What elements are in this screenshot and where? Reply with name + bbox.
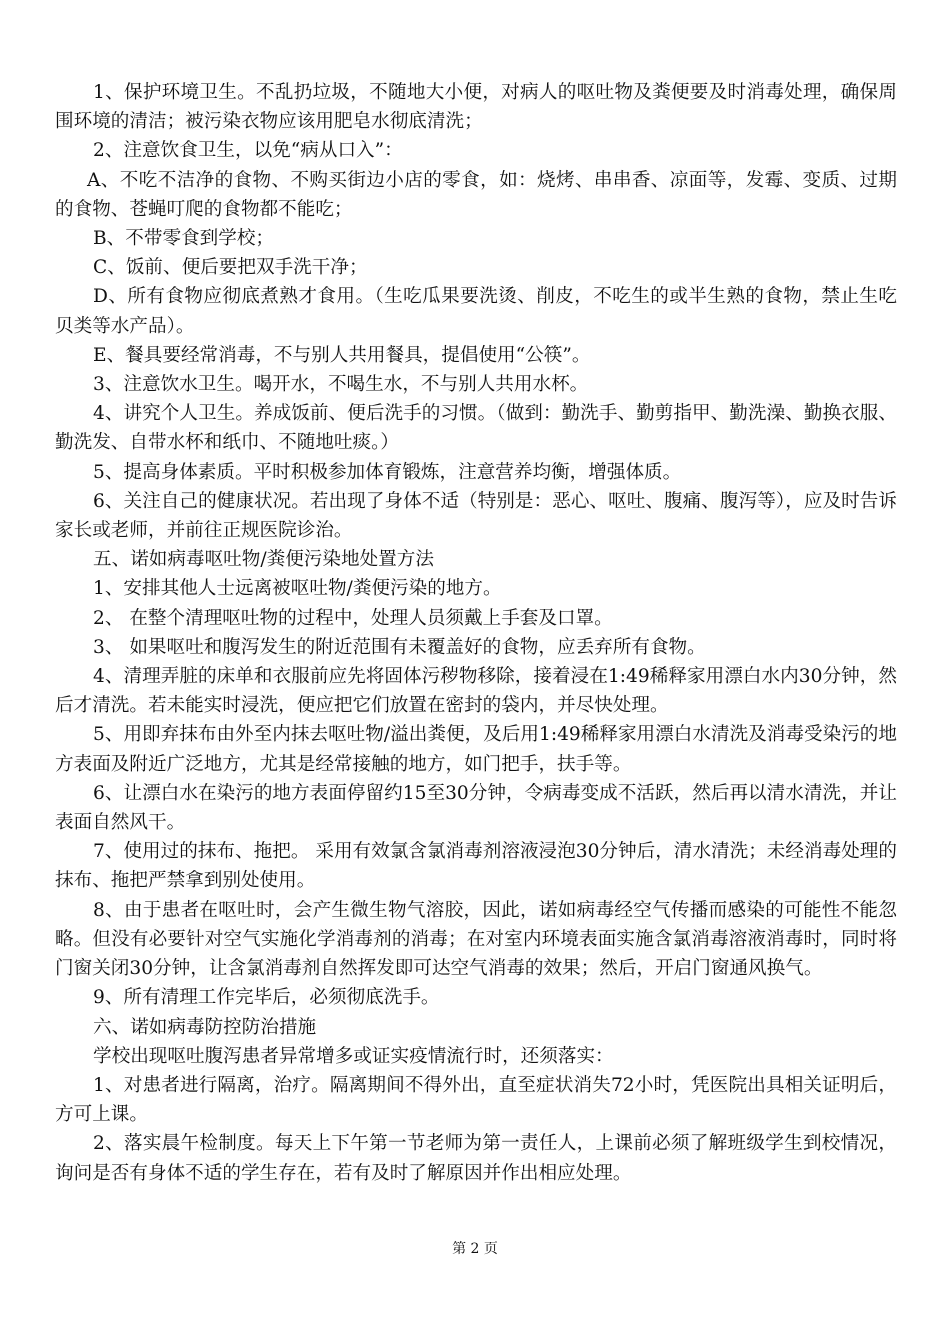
paragraph-20: 8、由于患者在呕吐时，会产生微生物气溶胶，因此，诺如病毒经空气传播而感染的可能性不能忽略。但没有必要针对空气实施化学消毒剂的消毒；在对室内环境表面实施含氯消毒溶液消毒时，同时将门窗关闭30分钟，让含氯消毒剂自然挥发即可达空气消毒的效果；然后，开启门窗通风换气。 — [55, 899, 897, 980]
paragraph-15: 3、 如果呕吐和腹泻发生的附近范围有未覆盖好的食物，应丢弃所有食物。 — [93, 636, 706, 658]
document-body — [55, 78, 897, 1188]
paragraph-9: 4、讲究个人卫生。养成饭前、便后洗手的习惯。（做到：勤洗手、勤剪指甲、勤洗澡、勤换衣服、勤洗发、自带水杯和纸巾、不随地吐痰。） — [55, 403, 897, 454]
paragraph-19: 7、使用过的抹布、拖把。 采用有效氯含氯消毒剂溶液浸泡30分钟后，清水清洗；未经消毒处理的抹布、拖把严禁拿到别处使用。 — [55, 841, 897, 892]
paragraph-18: 6、让漂白水在染污的地方表面停留约15至30分钟，令病毒变成不活跃，然后再以清水清洗，并让表面自然风干。 — [55, 782, 897, 834]
paragraph-21: 9、所有清理工作完毕后，必须彻底洗手。 — [93, 987, 440, 1009]
paragraph-2: 2、注意饮食卫生，以免“病从口入”： — [93, 140, 403, 162]
paragraph-7: E、餐具要经常消毒，不与别人共用餐具，提倡使用“公筷”。 — [93, 344, 591, 366]
paragraph-6: D、所有食物应彻底煮熟才食用。（生吃瓜果要洗烫、削皮，不吃生的或半生熟的食物，禁止生吃贝类等水产品）。 — [55, 286, 897, 337]
paragraph-24: 1、对患者进行隔离，治疗。隔离期间不得外出，直至症状消失72小时，凭医院出具相关证明后，方可上课。 — [55, 1074, 897, 1126]
paragraph-8: 3、注意饮水卫生。喝开水，不喝生水，不与别人共用水杯。 — [93, 374, 589, 396]
section-heading-5: 五、诺如病毒呕吐物/粪便污染地处置方法 — [93, 549, 434, 571]
paragraph-10: 5、提高身体素质。平时积极参加体育锻炼，注意营养均衡，增强体质。 — [93, 461, 682, 483]
paragraph-5: C、饭前、便后要把双手洗干净； — [93, 257, 368, 279]
paragraph-13: 1、安排其他人士远离被呕吐物/粪便污染的地方。 — [93, 578, 502, 600]
paragraph-3: A、不吃不洁净的食物、不购买街边小店的零食，如：烧烤、串串香、凉面等，发霉、变质、过期的食物、苍蝇叮爬的食物都不能吃； — [55, 169, 897, 220]
paragraph-25: 2、落实晨午检制度。每天上下午第一节老师为第一责任人，上课前必须了解班级学生到校情况，询问是否有身体不适的学生存在，若有及时了解原因并作出相应处理。 — [55, 1133, 897, 1184]
paragraph-23: 学校出现呕吐腹泻患者异常增多或证实疫情流行时，还须落实： — [93, 1045, 614, 1067]
paragraph-11: 6、关注自己的健康状况。若出现了身体不适（特别是：恶心、呕吐、腹痛、腹泻等），应及时告诉家长或老师，并前往正规医院诊治。 — [55, 490, 897, 542]
page-number: 第 2 页 — [452, 1241, 498, 1257]
paragraph-14: 2、 在整个清理呕吐物的过程中，处理人员须戴上手套及口罩。 — [93, 607, 613, 629]
paragraph-17: 5、用即弃抹布由外至内抹去呕吐物/溢出粪便，及后用1:49稀释家用漂白水清洗及消毒受染污的地方表面及附近广泛地方，尤其是经常接触的地方，如门把手，扶手等。 — [55, 724, 897, 775]
section-heading-6: 六、诺如病毒防控防治措施 — [93, 1016, 317, 1038]
paragraph-1: 1、保护环境卫生。不乱扔垃圾，不随地大小便，对病人的呕吐物及粪便要及时消毒处理，确保周围环境的清洁；被污染衣物应该用肥皂水彻底清洗； — [55, 82, 897, 133]
paragraph-4: B、不带零食到学校； — [93, 228, 275, 250]
paragraph-16: 4、清理弄脏的床单和衣服前应先将固体污秽物移除，接着浸在1:49稀释家用漂白水内30分钟，然后才清洗。若未能实时浸洗，便应把它们放置在密封的袋内，并尽快处理。 — [55, 666, 897, 717]
